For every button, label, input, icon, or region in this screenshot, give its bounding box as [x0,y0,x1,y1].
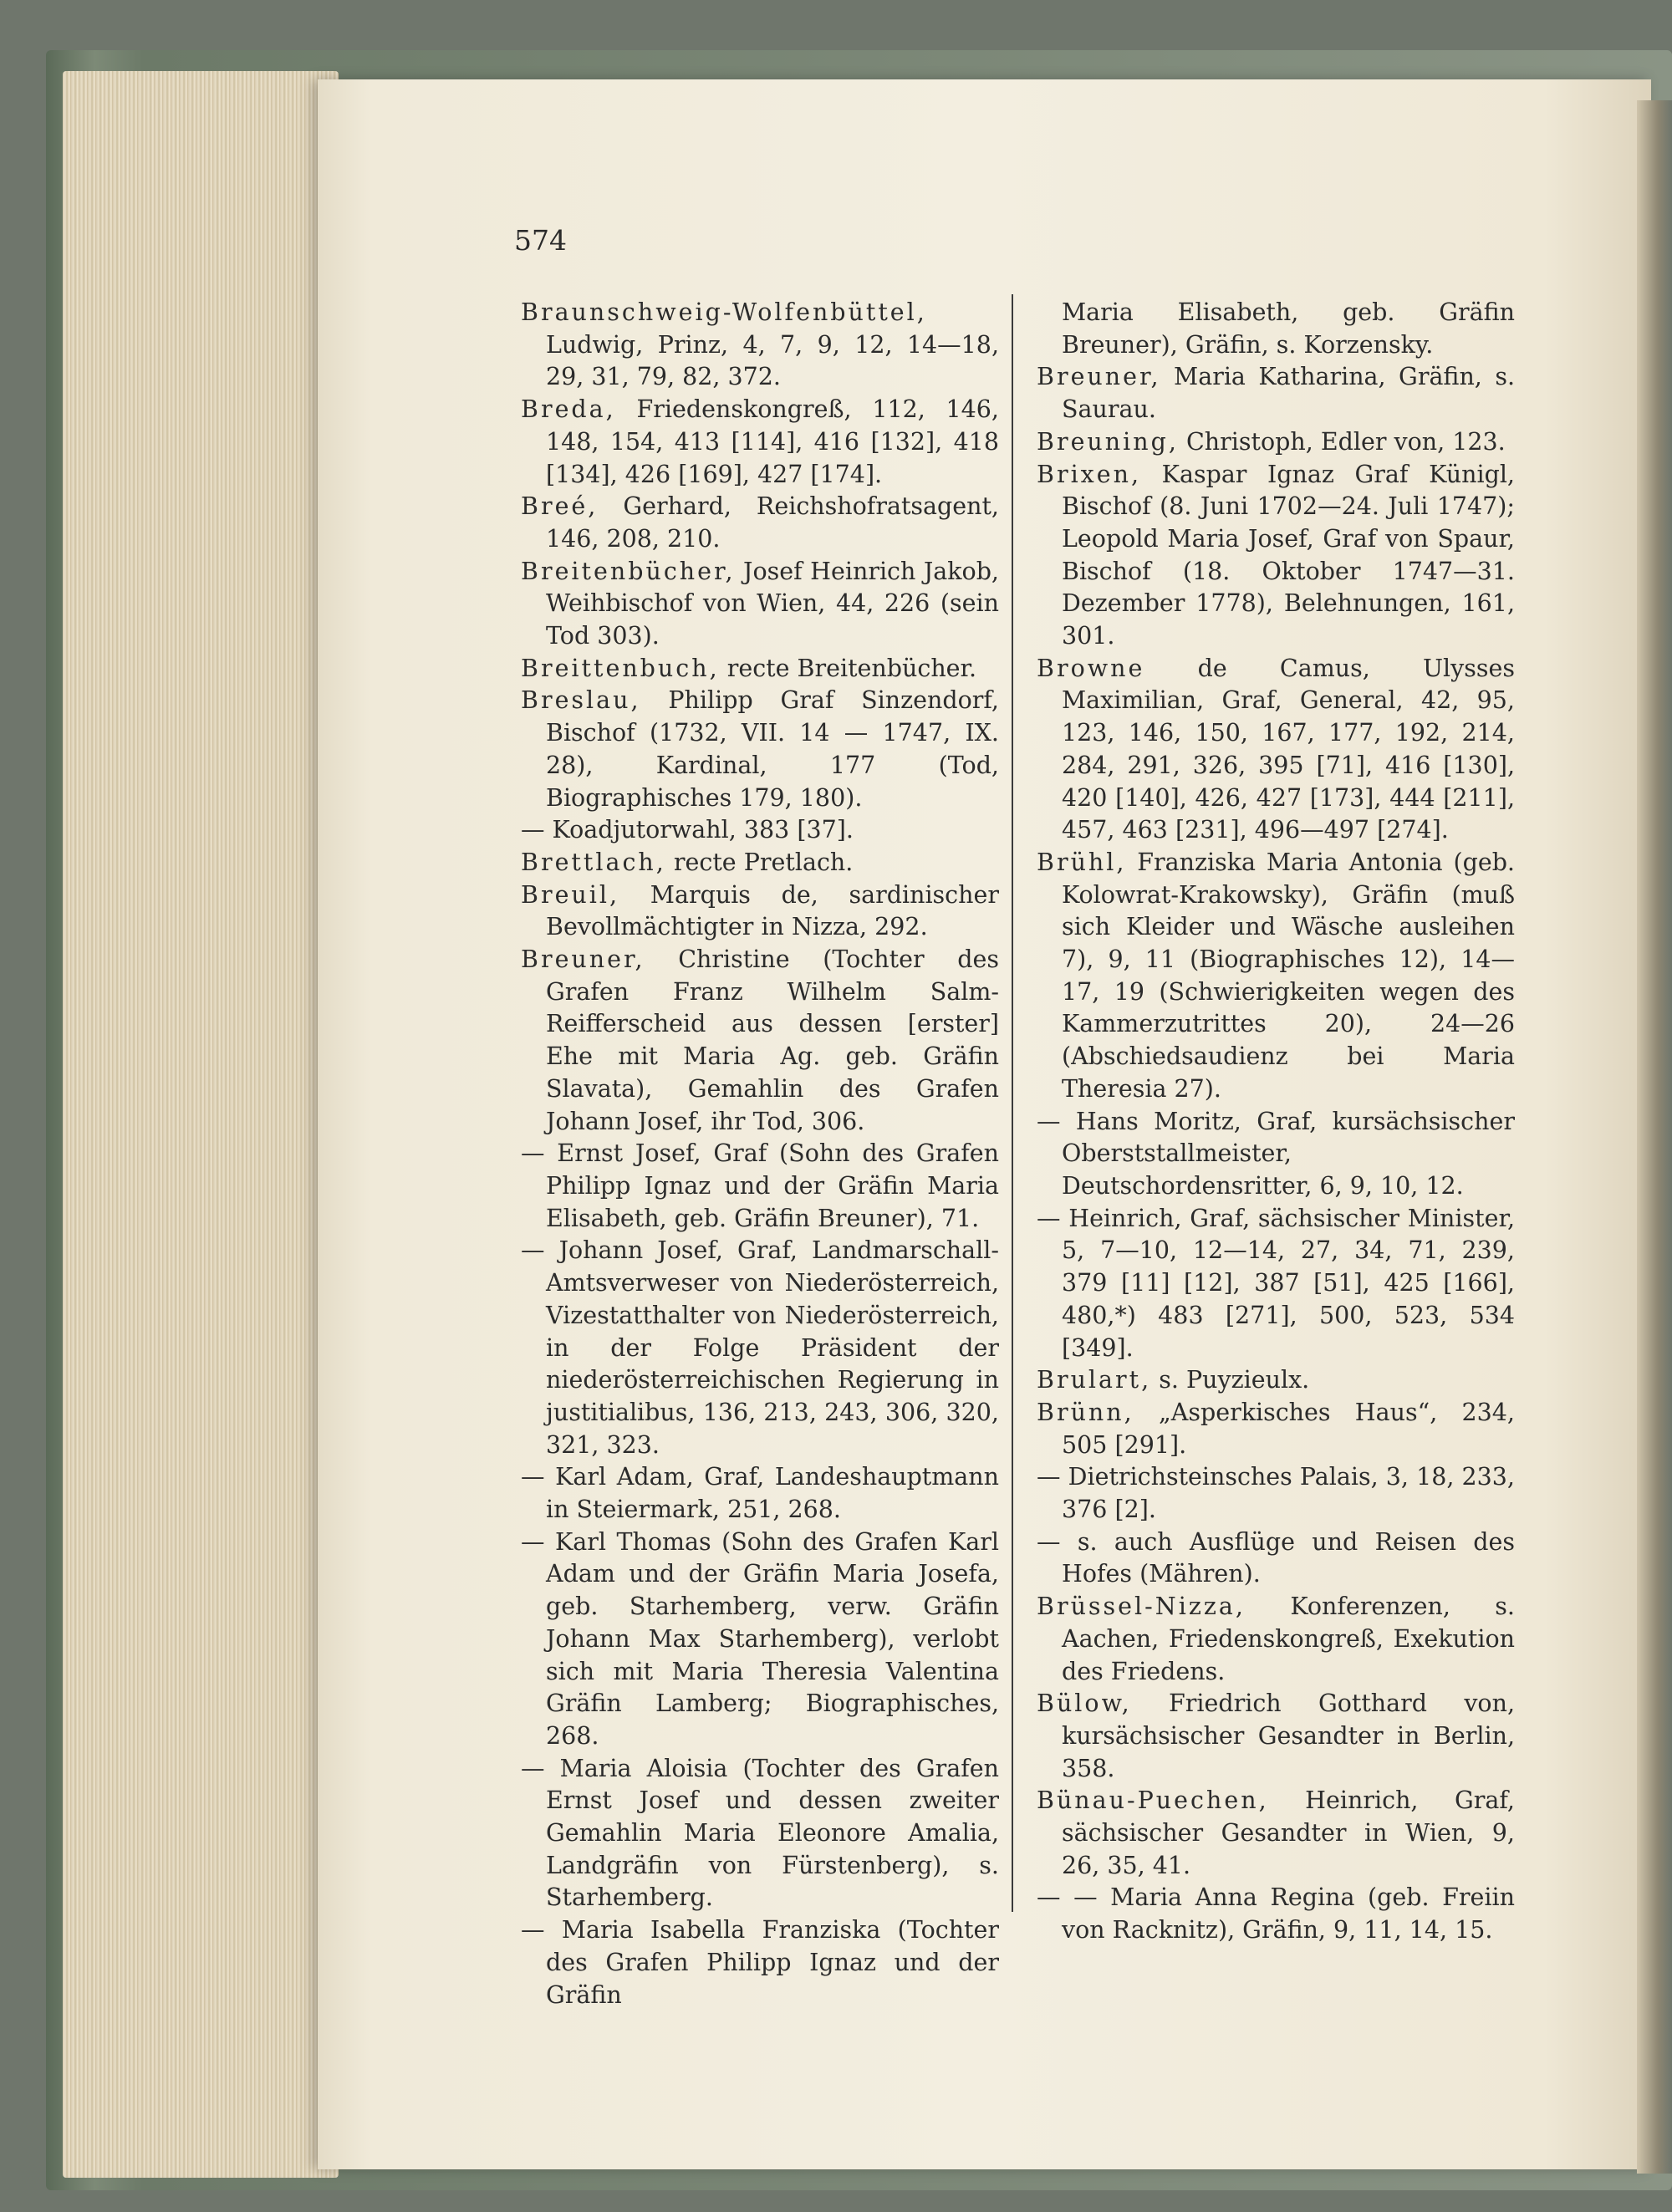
entry-headword: — [521,1236,545,1265]
index-entry [1037,1526,1515,1591]
entry-headword: Breé, [521,492,599,521]
entry-headword: Breslau, [521,686,641,715]
index-entry [1037,1203,1515,1365]
entry-headword: Brüssel-Nizza, [1037,1593,1246,1621]
entry-text: Marquis de, sardinischer Bevollmächtigter in Nizza, 292. [546,880,999,941]
entry-text: Maria Katharina, Gräfin, s. Saurau. [1062,363,1515,424]
index-entry [521,685,999,814]
entry-text: Maria Isabella Franziska (Tochter des Grafen Philipp Ignaz und der Gräfin [544,1916,999,2009]
index-entry [521,297,999,394]
index-entry [521,556,999,653]
entry-headword: Brulart, [1037,1366,1152,1394]
entry-headword: Brünn, [1037,1398,1134,1426]
entry-text: Heinrich, Graf, sächsischer Minister, 5, 7—10, 12—14, 27, 34, 71, 239, 379 [11] [12], 387 [51], 425 [166], 480,*) 483 [271], 500, 523, 534 [349]. [1060,1204,1515,1362]
entry-text: Kaspar Ignaz Graf Künigl, Bischof (8. Juni 1702—24. Juli 1747); Leopold Maria Josef, Graf von Spaur, Bischof (18. Oktober 1747—31. Dezember 1778), Belehnungen, 161, 301. [1062,460,1515,650]
entry-headword: Browne [1037,654,1145,682]
index-entry [1037,1364,1515,1397]
page-edges [63,71,339,2178]
entry-headword: — [1037,1463,1061,1491]
index-entry-continuation: Maria Elisabeth, geb. Gräfin Breuner), Gräfin, s. Korzensky. [1062,298,1515,359]
entry-text: Christine (Tochter des Grafen Franz Wilhelm Salm-Reifferscheid aus dessen [erster] Ehe mit Maria Ag. geb. Gräfin Slavata), Gemahlin des Grafen Johann Josef, ihr Tod, 306. [546,945,999,1135]
index-entry [521,653,999,686]
entry-text: Maria Aloisia (Tochter des Grafen Ernst Josef und dessen zweiter Gemahlin Maria Eleonore Amalia, Landgräfin von Fürstenberg), s. Starhemberg. [544,1754,999,1912]
entry-text: Ludwig, Prinz, 4, 7, 9, 12, 14—18, 29, 31, 79, 82, 372. [546,330,999,391]
entry-text: Friedrich Gotthard von, kursächsischer Gesandter in Berlin, 358. [1062,1690,1515,1782]
entry-text: Karl Thomas (Sohn des Grafen Karl Adam und der Gräfin Maria Josefa, geb. Starhemberg, verw. Gräfin Johann Max Starhemberg), verlobt sich mit Maria Theresia Valentina Gräfin Lamberg; Biographisches, 268. [544,1527,999,1750]
next-page-edge [1637,100,1672,2174]
entry-headword: Breuning, [1037,427,1179,456]
entry-headword: Bülow, [1037,1690,1132,1718]
left-column [521,297,999,2011]
column-divider [1012,294,1013,1912]
index-entry [1037,1106,1515,1203]
entry-text: de Camus, Ulysses Maximilian, Graf, General, 42, 95, 123, 146, 150, 167, 177, 192, 214, 284, 291, 326, 395 [71], 416 [130], 420 [140], 426, 427 [173], 444 [211], 457, 463 [231], 496—497 [274]. [1062,654,1515,844]
entry-text: s. Puyzieulx. [1151,1366,1310,1394]
index-entry [1037,653,1515,847]
index-entry [1037,1461,1515,1526]
index-entry [1037,1397,1515,1461]
index-entry [521,1914,999,2011]
entry-headword: Breuner, [521,945,645,974]
right-column [1037,297,1515,1947]
index-entry [521,879,999,944]
entry-text: recte Pretlach. [665,848,854,876]
entry-text: Heinrich, Graf, sächsischer Gesandter in Wien, 9, 26, 35, 41. [1062,1786,1515,1879]
entry-text: s. auch Ausflüge und Reisen des Hofes (Mähren). [1060,1527,1515,1588]
entry-text: Hans Moritz, Graf, kursächsischer Oberststallmeister, Deutschordensritter, 6, 9, 10, 12. [1060,1107,1515,1200]
entry-text: recte Breitenbücher. [719,654,977,682]
entry-headword: Brixen, [1037,460,1142,488]
index-entry [521,944,999,1138]
entry-text: Philipp Graf Sinzendorf, Bischof (1732, VII. 14 — 1747, IX. 28), Kardinal, 177 (Tod, Biographisches 179, 180). [546,686,999,812]
index-entry [1037,1688,1515,1785]
index-entry [521,491,999,555]
entry-headword: Breuner, [1037,363,1161,391]
entry-text: Franziska Maria Antonia (geb. Kolowrat-Krakowsky), Gräfin (muß sich Kleider und Wäsche ausleihen 7), 9, 11 (Biographisches 12), 14—17, 19 (Schwierigkeiten wegen des Kammerzutrittes 20), 24—26 (Abschiedsaudienz bei Maria Theresia 27). [1062,848,1515,1103]
entry-text: Karl Adam, Graf, Landeshauptmann in Steiermark, 251, 268. [544,1463,999,1524]
entry-headword: Breda, [521,395,616,424]
entry-text: Gerhard, Reichshofratsagent, 146, 208, 210. [546,492,999,553]
entry-headword: Brettlach, [521,848,666,876]
entry-text: Christoph, Edler von, 123. [1178,427,1506,456]
entry-headword: — [1037,1204,1061,1232]
entry-headword: — [1037,1107,1061,1135]
entry-text: Johann Josef, Graf, Landmarschall-Amtsverweser von Niederösterreich, Vizestatthalter von Niederösterreich, in der Folge Präsident der niederösterreichischen Regierung in justitialibus, 136, 213, 243, 306, 320, 321, 323. [544,1236,999,1459]
index-entry [1037,459,1515,653]
index-entry [521,1753,999,1915]
entry-headword: — [521,816,545,844]
entry-headword: Brühl, [1037,848,1127,876]
entry-headword: — [521,1139,545,1168]
entry-headword: Braunschweig-Wolfenbüttel, [521,298,927,326]
page-number: 574 [514,224,567,257]
entry-headword: — [521,1754,545,1782]
index-entry [521,1526,999,1753]
entry-text: Ernst Josef, Graf (Sohn des Grafen Philipp Ignaz und der Gräfin Maria Elisabeth, geb. Gräfin Breuner), 71. [544,1139,999,1232]
index-entry [1037,1591,1515,1688]
entry-headword: Breitenbücher, [521,557,736,585]
entry-text: Konferenzen, s. Aachen, Friedenskongreß, Exekution des Friedens. [1062,1593,1515,1685]
index-entry [521,847,999,879]
index-entry [521,814,999,847]
index-entry [521,1461,999,1526]
index-entry [1037,1785,1515,1882]
index-entry [521,394,999,491]
index-entry [1037,1882,1515,1946]
entry-text: Josef Heinrich Jakob, Weihbischof von Wien, 44, 226 (sein Tod 303). [546,557,999,650]
entry-headword: Bünau-Puechen, [1037,1786,1269,1815]
entry-headword: — [1037,1527,1061,1556]
entry-headword: Breuil, [521,880,620,909]
entry-text: Dietrichsteinsches Palais, 3, 18, 233, 376 [2]. [1060,1463,1515,1524]
entry-text: Friedenskongreß, 112, 146, 148, 154, 413 [114], 416 [132], 418 [134], 426 [169], 427 [174]. [546,395,999,488]
entry-headword: — [521,1527,545,1556]
index-entry [521,1138,999,1235]
index-entry [521,1235,999,1461]
entry-text: „Asperkisches Haus“, 234, 505 [291]. [1062,1398,1515,1459]
entry-headword: — [521,1463,545,1491]
entry-headword: Breittenbuch, [521,654,720,682]
entry-headword: — [521,1916,545,1944]
entry-text: Maria Anna Regina (geb. Freiin von Racknitz), Gräfin, 9, 11, 14, 15. [1062,1883,1516,1944]
index-entry [1037,847,1515,1106]
index-entry [1037,361,1515,426]
entry-headword: — — [1037,1883,1098,1912]
index-entry [1037,426,1515,459]
entry-text: Koadjutorwahl, 383 [37]. [544,816,854,844]
